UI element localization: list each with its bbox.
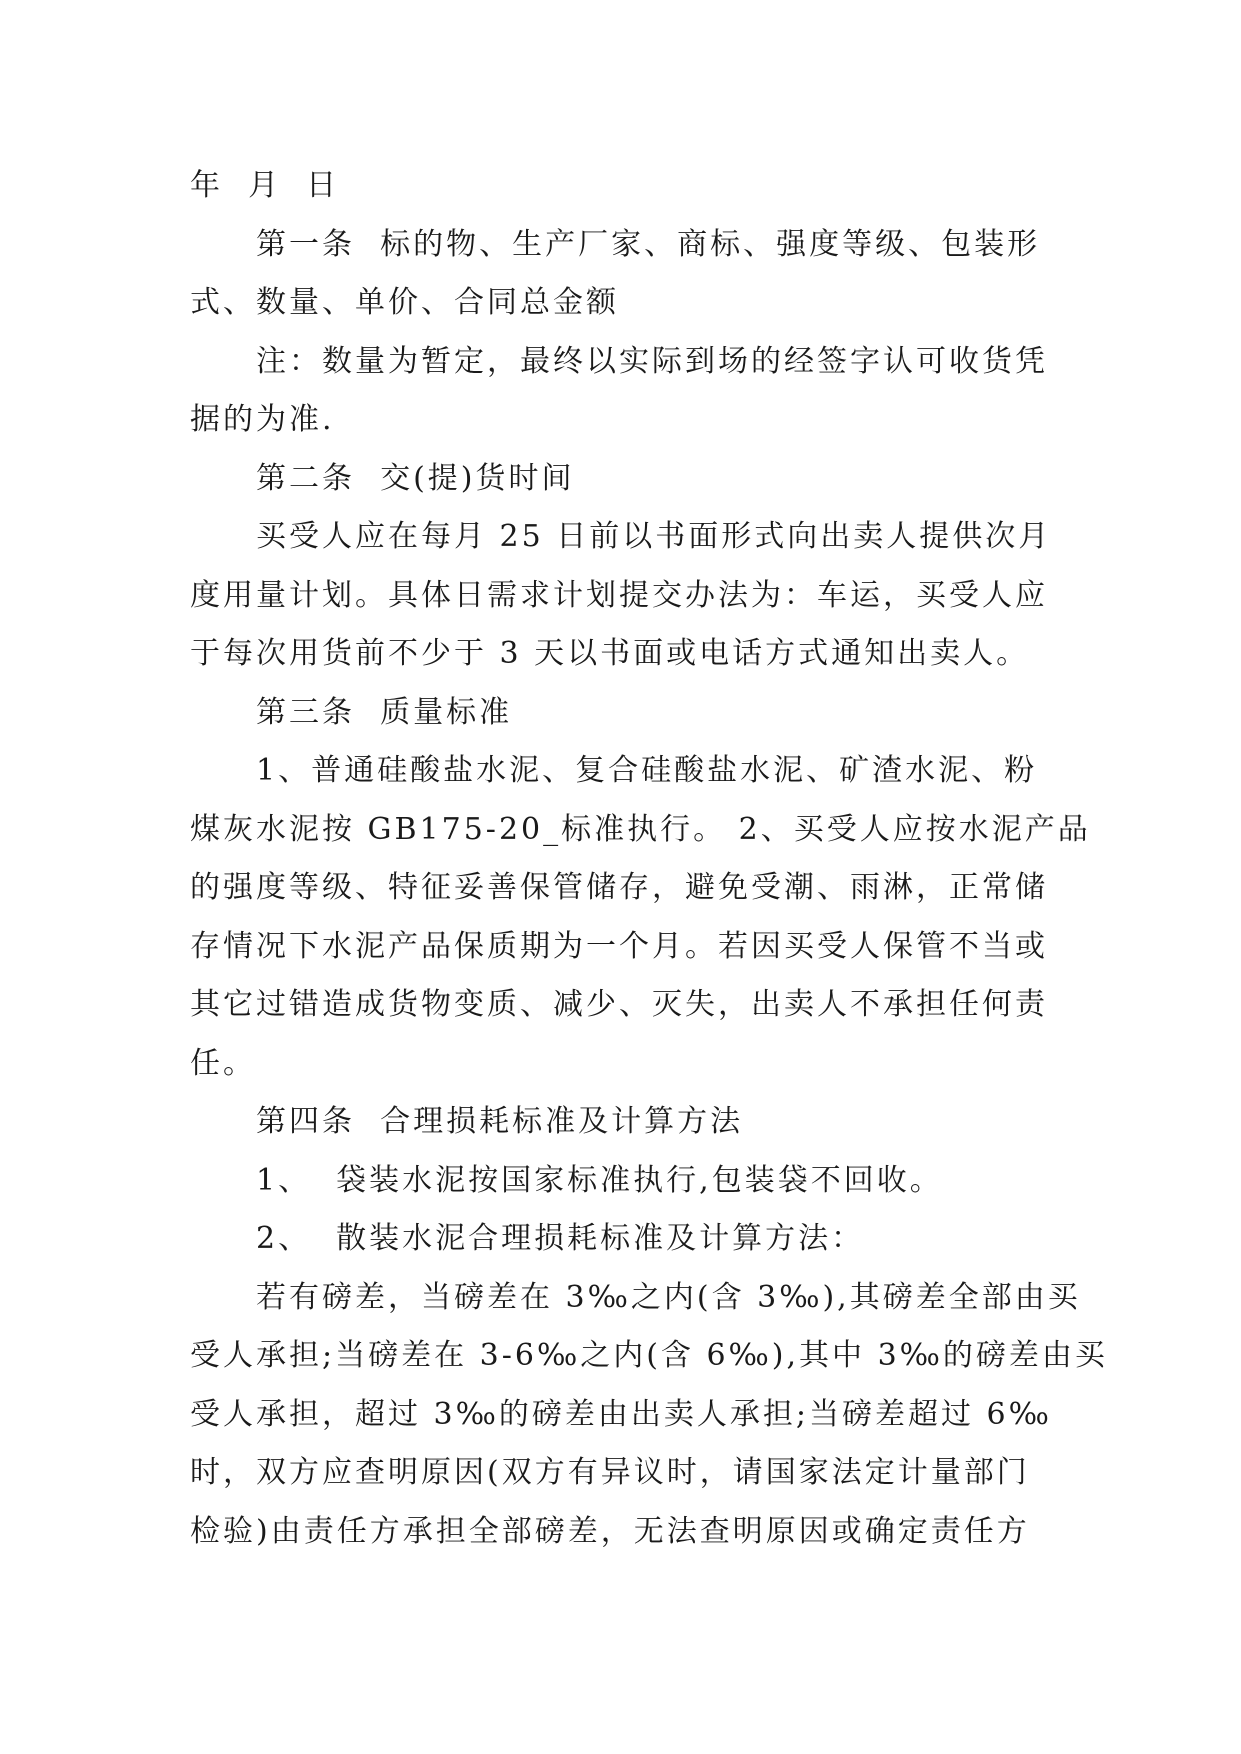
article-1-note-cont: 据的为准. xyxy=(190,402,335,437)
article-1-heading: 第一条 标的物、生产厂家、商标、强度等级、包装形 xyxy=(256,226,1041,262)
article-4-body-line: 受人承担;当磅差在 3-6‰之内(含 6‰),其中 3‰的磅差由买 xyxy=(190,1338,1108,1373)
article-2-heading: 第二条 交(提)货时间 xyxy=(256,460,575,496)
article-2-body-line: 于每次用货前不少于 3 天以书面或电话方式通知出卖人。 xyxy=(190,636,1030,671)
article-3-body-line: 其它过错造成货物变质、减少、灭失，出卖人不承担任何责 xyxy=(190,987,1048,1022)
article-4-body-line: 若有磅差，当磅差在 3‰之内(含 3‰),其磅差全部由买 xyxy=(256,1279,1081,1315)
article-3-heading: 第三条 质量标准 xyxy=(256,694,513,730)
article-1-heading-cont: 式、数量、单价、合同总金额 xyxy=(190,285,619,320)
article-4-item-1: 1、 袋装水泥按国家标准执行,包装袋不回收。 xyxy=(256,1162,943,1198)
date-line: 年 月 日 xyxy=(190,168,340,203)
article-3-body-line: 任。 xyxy=(190,1045,256,1081)
article-4-body-line: 受人承担，超过 3‰的磅差由出卖人承担;当磅差超过 6‰ xyxy=(190,1396,1052,1432)
article-4-body-line: 检验)由责任方承担全部磅差，无法查明原因或确定责任方 xyxy=(190,1513,1030,1549)
article-3-body-line: 的强度等级、特征妥善保管储存，避免受潮、雨淋，正常储 xyxy=(190,870,1048,905)
article-3-body-line: 存情况下水泥产品保质期为一个月。若因买受人保管不当或 xyxy=(190,928,1048,964)
article-3-body-line: 煤灰水泥按 GB175-20_标准执行。 2、买受人应按水泥产品 xyxy=(190,811,1091,847)
article-4-item-2: 2、 散装水泥合理损耗标准及计算方法： xyxy=(256,1221,865,1256)
article-2-body-line: 度用量计划。具体日需求计划提交办法为：车运，买受人应 xyxy=(190,577,1048,613)
article-2-body-line: 买受人应在每月 25 日前以书面形式向出卖人提供次月 xyxy=(256,519,1052,554)
article-1-note: 注：数量为暂定，最终以实际到场的经签字认可收货凭 xyxy=(256,343,1048,379)
article-4-body-line: 时，双方应查明原因(双方有异议时，请国家法定计量部门 xyxy=(190,1455,1030,1490)
document-body xyxy=(190,157,1108,1561)
article-4-heading: 第四条 合理损耗标准及计算方法 xyxy=(256,1104,744,1139)
article-3-body-line: 1、普通硅酸盐水泥、复合硅酸盐水泥、矿渣水泥、粉 xyxy=(256,753,1038,788)
